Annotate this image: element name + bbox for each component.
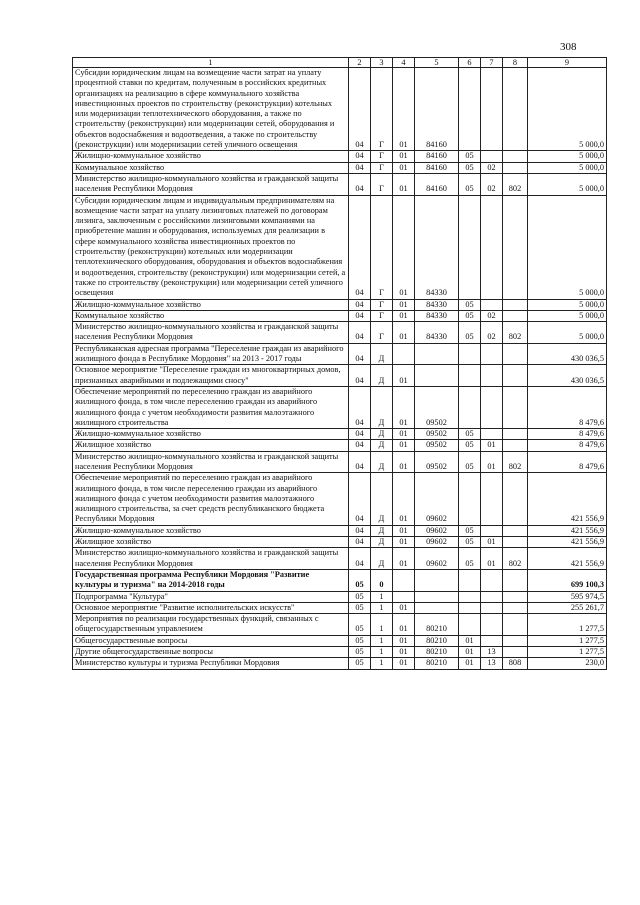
row-description: Министерство культуры и туризма Республики Мордовия — [73, 658, 349, 669]
cell-code-direction: 80210 — [415, 658, 459, 669]
cell-amount: 5 000,0 — [528, 162, 607, 173]
cell-section: 05 — [459, 162, 481, 173]
cell-ministry-code — [503, 195, 528, 299]
cell-subsection — [481, 365, 503, 387]
cell-subsection — [481, 151, 503, 162]
cell-code-subprogram: 1 — [371, 602, 393, 613]
cell-code-event: 01 — [393, 365, 415, 387]
cell-ministry-code: 802 — [503, 173, 528, 195]
cell-code-program: 04 — [349, 440, 371, 451]
cell-ministry-code — [503, 365, 528, 387]
cell-code-subprogram: 1 — [371, 591, 393, 602]
cell-code-direction: 84160 — [415, 68, 459, 151]
cell-subsection — [481, 591, 503, 602]
cell-code-subprogram: Д — [371, 343, 393, 365]
cell-code-event — [393, 569, 415, 591]
cell-amount: 699 100,3 — [528, 569, 607, 591]
row-description: Жилищно-коммунальное хозяйство — [73, 151, 349, 162]
row-description: Коммунальное хозяйство — [73, 162, 349, 173]
cell-code-subprogram: Г — [371, 162, 393, 173]
cell-code-event: 01 — [393, 548, 415, 570]
table-row — [73, 525, 607, 536]
cell-code-program: 04 — [349, 548, 371, 570]
cell-code-event: 01 — [393, 429, 415, 440]
table-row — [73, 548, 607, 570]
cell-section: 05 — [459, 451, 481, 473]
cell-code-direction — [415, 343, 459, 365]
cell-code-program: 05 — [349, 614, 371, 636]
cell-code-direction: 84160 — [415, 173, 459, 195]
cell-section — [459, 602, 481, 613]
cell-code-subprogram: Д — [371, 429, 393, 440]
cell-section: 05 — [459, 322, 481, 344]
cell-code-program: 05 — [349, 569, 371, 591]
budget-table — [72, 57, 607, 670]
cell-section: 05 — [459, 299, 481, 310]
table-row — [73, 647, 607, 658]
cell-code-subprogram: 1 — [371, 647, 393, 658]
cell-code-subprogram: Д — [371, 451, 393, 473]
header-cell: 5 — [415, 58, 459, 68]
cell-subsection: 01 — [481, 548, 503, 570]
cell-ministry-code — [503, 386, 528, 428]
cell-code-direction: 84330 — [415, 322, 459, 344]
cell-code-program: 04 — [349, 162, 371, 173]
cell-code-event: 01 — [393, 451, 415, 473]
cell-subsection — [481, 386, 503, 428]
cell-code-direction: 09602 — [415, 473, 459, 525]
cell-section: 05 — [459, 440, 481, 451]
row-description: Министерство жилищно-коммунального хозяйства и гражданской защиты населения Республики Мордовия — [73, 322, 349, 344]
cell-code-event: 01 — [393, 173, 415, 195]
row-description: Субсидии юридическим лицам и индивидуальным предпринимателям на возмещение части затрат на уплату лизинговых платежей по договорам лизинга, заключенным с российскими лизинговыми компаниями на приобретение машин и оборудования, используемых для реализации в сфере коммунального хозяйства инвестиционных проектов по строительству (реконструкции) котельных или модернизации теплотехнического оборудования, оборудования и объектов водоснабжения и водоотведения, строительству (реконструкции) или модернизации сетей, а также по строительству (реконструкции) или модернизации сетей уличного освещения — [73, 195, 349, 299]
cell-section: 05 — [459, 525, 481, 536]
cell-code-direction: 09502 — [415, 429, 459, 440]
table-row — [73, 299, 607, 310]
cell-amount: 8 479,6 — [528, 451, 607, 473]
row-description: Министерство жилищно-коммунального хозяйства и гражданской защиты населения Республики Мордовия — [73, 548, 349, 570]
cell-ministry-code — [503, 162, 528, 173]
cell-code-program: 04 — [349, 386, 371, 428]
cell-code-event: 01 — [393, 68, 415, 151]
table-row — [73, 440, 607, 451]
cell-subsection — [481, 299, 503, 310]
cell-code-program: 05 — [349, 591, 371, 602]
cell-code-event: 01 — [393, 322, 415, 344]
table-row — [73, 162, 607, 173]
row-description: Основное мероприятие "Переселение граждан из многоквартирных домов, признанных аварийными и подлежащими сносу" — [73, 365, 349, 387]
cell-code-program: 04 — [349, 537, 371, 548]
cell-code-event: 01 — [393, 658, 415, 669]
cell-ministry-code — [503, 151, 528, 162]
cell-code-subprogram: Д — [371, 537, 393, 548]
cell-ministry-code — [503, 537, 528, 548]
cell-code-program: 04 — [349, 473, 371, 525]
cell-section — [459, 591, 481, 602]
row-description: Основное мероприятие "Развитие исполнительских искусств" — [73, 602, 349, 613]
cell-section — [459, 386, 481, 428]
cell-code-event: 01 — [393, 162, 415, 173]
cell-code-program: 04 — [349, 429, 371, 440]
cell-code-event: 01 — [393, 537, 415, 548]
cell-code-subprogram: Г — [371, 151, 393, 162]
cell-code-program: 05 — [349, 602, 371, 613]
cell-section: 05 — [459, 537, 481, 548]
cell-subsection: 02 — [481, 162, 503, 173]
table-row — [73, 343, 607, 365]
cell-amount: 5 000,0 — [528, 173, 607, 195]
table-row — [73, 658, 607, 669]
cell-code-program: 05 — [349, 647, 371, 658]
cell-code-program: 04 — [349, 365, 371, 387]
header-cell: 1 — [73, 58, 349, 68]
table-row — [73, 151, 607, 162]
cell-ministry-code — [503, 68, 528, 151]
cell-amount: 255 261,7 — [528, 602, 607, 613]
cell-code-event — [393, 343, 415, 365]
cell-amount: 430 036,5 — [528, 343, 607, 365]
cell-code-event: 01 — [393, 151, 415, 162]
header-cell: 3 — [371, 58, 393, 68]
cell-code-subprogram: Г — [371, 68, 393, 151]
cell-section — [459, 473, 481, 525]
cell-amount: 1 277,5 — [528, 647, 607, 658]
cell-ministry-code — [503, 647, 528, 658]
cell-section — [459, 68, 481, 151]
cell-code-event: 01 — [393, 440, 415, 451]
cell-code-event: 01 — [393, 299, 415, 310]
table-row — [73, 310, 607, 321]
table-row — [73, 473, 607, 525]
cell-amount: 8 479,6 — [528, 386, 607, 428]
row-description: Республиканская адресная программа "Переселение граждан из аварийного жилищного фонда в Республике Мордовия" на 2013 - 2017 годы — [73, 343, 349, 365]
cell-subsection — [481, 569, 503, 591]
cell-section: 01 — [459, 647, 481, 658]
cell-code-direction: 09502 — [415, 440, 459, 451]
cell-code-direction: 80210 — [415, 635, 459, 646]
cell-code-subprogram: 0 — [371, 569, 393, 591]
cell-ministry-code — [503, 473, 528, 525]
cell-code-direction: 09502 — [415, 386, 459, 428]
row-description: Обеспечение мероприятий по переселению граждан из аварийного жилищного фонда, в том числе переселению граждан из аварийного жилищного фонда с учетом необходимости развития малоэтажного жилищного строительства, за счет средств республиканского бюджета Республики Мордовия — [73, 473, 349, 525]
cell-subsection: 02 — [481, 173, 503, 195]
cell-code-direction: 84330 — [415, 310, 459, 321]
cell-subsection — [481, 195, 503, 299]
table-row — [73, 68, 607, 151]
cell-amount: 5 000,0 — [528, 299, 607, 310]
header-cell: 2 — [349, 58, 371, 68]
cell-amount: 5 000,0 — [528, 322, 607, 344]
cell-amount: 421 556,9 — [528, 525, 607, 536]
cell-code-subprogram: Д — [371, 386, 393, 428]
cell-code-subprogram: Д — [371, 365, 393, 387]
cell-code-direction — [415, 365, 459, 387]
cell-section: 01 — [459, 635, 481, 646]
cell-code-subprogram: 1 — [371, 658, 393, 669]
cell-amount: 5 000,0 — [528, 151, 607, 162]
cell-code-event: 01 — [393, 473, 415, 525]
table-row — [73, 602, 607, 613]
table-header-row — [73, 58, 607, 68]
cell-subsection: 13 — [481, 658, 503, 669]
cell-code-program: 05 — [349, 658, 371, 669]
table-row — [73, 591, 607, 602]
header-cell: 9 — [528, 58, 607, 68]
cell-section — [459, 195, 481, 299]
cell-code-event: 01 — [393, 386, 415, 428]
cell-amount: 421 556,9 — [528, 548, 607, 570]
row-description: Субсидии юридическим лицам на возмещение части затрат на уплату процентной ставки по кредитам, полученным в российских кредитных организациях на реализацию в сфере коммунального хозяйства инвестиционных проектов по строительству (реконструкции) котельных или модернизации теплотехнического оборудования, а также по строительству (реконструкции) или модернизации сетей, оборудования и объектов водоснабжения и водоотведения, а также по строительству (реконструкции) или модернизации сетей уличного освещения — [73, 68, 349, 151]
cell-amount: 5 000,0 — [528, 68, 607, 151]
cell-code-direction: 84330 — [415, 195, 459, 299]
row-description: Подпрограмма "Культура" — [73, 591, 349, 602]
table-row — [73, 386, 607, 428]
row-description: Министерство жилищно-коммунального хозяйства и гражданской защиты населения Республики Мордовия — [73, 451, 349, 473]
cell-section — [459, 614, 481, 636]
cell-subsection — [481, 602, 503, 613]
cell-code-program: 04 — [349, 173, 371, 195]
cell-amount: 430 036,5 — [528, 365, 607, 387]
cell-section: 05 — [459, 151, 481, 162]
cell-subsection — [481, 343, 503, 365]
cell-code-program: 05 — [349, 635, 371, 646]
header-cell: 8 — [503, 58, 528, 68]
cell-ministry-code — [503, 635, 528, 646]
cell-ministry-code — [503, 602, 528, 613]
cell-code-event: 01 — [393, 602, 415, 613]
cell-code-subprogram: Г — [371, 195, 393, 299]
cell-code-direction: 84160 — [415, 151, 459, 162]
cell-code-direction: 80210 — [415, 614, 459, 636]
cell-code-direction: 84160 — [415, 162, 459, 173]
cell-code-subprogram: Г — [371, 173, 393, 195]
cell-subsection: 02 — [481, 310, 503, 321]
cell-ministry-code — [503, 343, 528, 365]
cell-section: 05 — [459, 310, 481, 321]
row-description: Общегосударственные вопросы — [73, 635, 349, 646]
cell-ministry-code: 802 — [503, 548, 528, 570]
cell-ministry-code — [503, 591, 528, 602]
cell-subsection: 13 — [481, 647, 503, 658]
cell-code-program: 04 — [349, 68, 371, 151]
row-description: Жилищно-коммунальное хозяйство — [73, 299, 349, 310]
cell-ministry-code — [503, 310, 528, 321]
cell-ministry-code: 808 — [503, 658, 528, 669]
cell-code-direction — [415, 591, 459, 602]
row-description: Обеспечение мероприятий по переселению граждан из аварийного жилищного фонда, в том числе переселению граждан из аварийного жилищного фонда с учетом необходимости развития малоэтажного жилищного строительства — [73, 386, 349, 428]
cell-code-program: 04 — [349, 451, 371, 473]
cell-ministry-code — [503, 299, 528, 310]
cell-code-event: 01 — [393, 310, 415, 321]
cell-section: 05 — [459, 429, 481, 440]
cell-amount: 8 479,6 — [528, 440, 607, 451]
table-row — [73, 614, 607, 636]
table-row — [73, 322, 607, 344]
cell-code-program: 04 — [349, 151, 371, 162]
cell-ministry-code: 802 — [503, 322, 528, 344]
cell-code-direction: 09502 — [415, 451, 459, 473]
cell-amount: 5 000,0 — [528, 310, 607, 321]
table-row — [73, 195, 607, 299]
cell-code-subprogram: Д — [371, 473, 393, 525]
cell-amount: 421 556,9 — [528, 537, 607, 548]
header-cell: 6 — [459, 58, 481, 68]
cell-code-program: 04 — [349, 343, 371, 365]
cell-section: 01 — [459, 658, 481, 669]
row-description: Жилищное хозяйство — [73, 537, 349, 548]
cell-ministry-code: 802 — [503, 451, 528, 473]
cell-subsection: 02 — [481, 322, 503, 344]
cell-code-event: 01 — [393, 635, 415, 646]
table-row — [73, 635, 607, 646]
cell-ministry-code — [503, 525, 528, 536]
cell-subsection — [481, 473, 503, 525]
cell-code-subprogram: Д — [371, 525, 393, 536]
row-description: Государственная программа Республики Мордовия "Развитие культуры и туризма" на 2014-2018 годы — [73, 569, 349, 591]
cell-code-event: 01 — [393, 647, 415, 658]
cell-code-subprogram: Г — [371, 299, 393, 310]
cell-subsection — [481, 635, 503, 646]
cell-code-direction: 09602 — [415, 525, 459, 536]
cell-code-subprogram: 1 — [371, 635, 393, 646]
cell-code-subprogram: Г — [371, 322, 393, 344]
header-cell: 7 — [481, 58, 503, 68]
cell-amount: 230,0 — [528, 658, 607, 669]
cell-amount: 421 556,9 — [528, 473, 607, 525]
header-cell: 4 — [393, 58, 415, 68]
table-row — [73, 365, 607, 387]
row-description: Другие общегосударственные вопросы — [73, 647, 349, 658]
cell-code-subprogram: 1 — [371, 614, 393, 636]
cell-code-subprogram: Д — [371, 440, 393, 451]
cell-subsection — [481, 614, 503, 636]
table-row — [73, 569, 607, 591]
cell-code-program: 04 — [349, 322, 371, 344]
table-row — [73, 537, 607, 548]
cell-subsection: 01 — [481, 440, 503, 451]
cell-amount: 1 277,5 — [528, 614, 607, 636]
row-description: Жилищно-коммунальное хозяйство — [73, 525, 349, 536]
cell-code-direction — [415, 569, 459, 591]
cell-section: 05 — [459, 548, 481, 570]
cell-code-event: 01 — [393, 525, 415, 536]
cell-amount: 1 277,5 — [528, 635, 607, 646]
cell-amount: 595 974,5 — [528, 591, 607, 602]
cell-subsection: 01 — [481, 451, 503, 473]
row-description: Мероприятия по реализации государственных функций, связанных с общегосударственным управлением — [73, 614, 349, 636]
cell-section: 05 — [459, 173, 481, 195]
cell-code-event: 01 — [393, 195, 415, 299]
cell-subsection — [481, 525, 503, 536]
table-row — [73, 173, 607, 195]
row-description: Жилищно-коммунальное хозяйство — [73, 429, 349, 440]
cell-code-event: 01 — [393, 614, 415, 636]
table-row — [73, 429, 607, 440]
cell-amount: 5 000,0 — [528, 195, 607, 299]
cell-code-direction: 84330 — [415, 299, 459, 310]
cell-ministry-code — [503, 569, 528, 591]
cell-subsection — [481, 68, 503, 151]
cell-section — [459, 569, 481, 591]
cell-ministry-code — [503, 440, 528, 451]
row-description: Жилищное хозяйство — [73, 440, 349, 451]
cell-amount: 8 479,6 — [528, 429, 607, 440]
cell-code-direction: 09602 — [415, 548, 459, 570]
cell-ministry-code — [503, 429, 528, 440]
cell-code-program: 04 — [349, 195, 371, 299]
cell-section — [459, 343, 481, 365]
cell-ministry-code — [503, 614, 528, 636]
table-body — [73, 68, 607, 670]
row-description: Министерство жилищно-коммунального хозяйства и гражданской защиты населения Республики Мордовия — [73, 173, 349, 195]
cell-code-program: 04 — [349, 310, 371, 321]
row-description: Коммунальное хозяйство — [73, 310, 349, 321]
table-row — [73, 451, 607, 473]
cell-code-program: 04 — [349, 299, 371, 310]
cell-subsection: 01 — [481, 537, 503, 548]
cell-code-subprogram: Г — [371, 310, 393, 321]
cell-code-direction — [415, 602, 459, 613]
page-number: 308 — [560, 41, 577, 53]
cell-code-direction: 80210 — [415, 647, 459, 658]
cell-code-program: 04 — [349, 525, 371, 536]
cell-subsection — [481, 429, 503, 440]
cell-code-direction: 09602 — [415, 537, 459, 548]
cell-section — [459, 365, 481, 387]
cell-code-subprogram: Д — [371, 548, 393, 570]
cell-code-event — [393, 591, 415, 602]
